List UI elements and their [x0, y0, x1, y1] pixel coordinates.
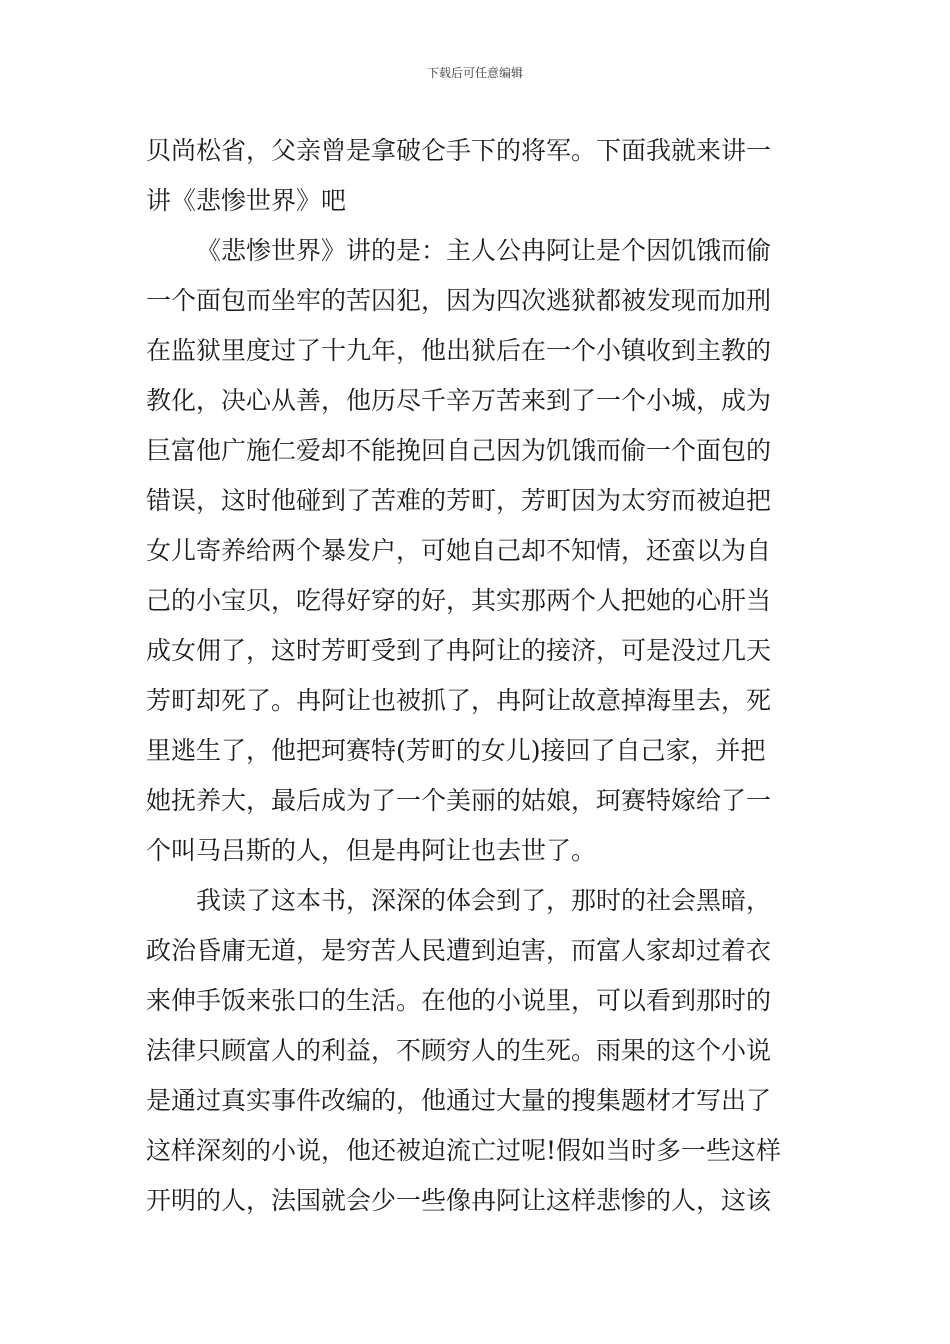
- text-line: 开明的人，法国就会少一些像冉阿让这样悲惨的人，这该: [146, 1186, 772, 1215]
- paragraph-first-line: 《悲惨世界》讲的是：主人公冉阿让是个因饥饿而偷: [196, 236, 772, 265]
- text-line: 己的小宝贝，吃得好穿的好，其实那两个人把她的心肝当: [146, 586, 772, 615]
- paragraph-first-line: 我读了这本书，深深的体会到了，那时的社会黑暗，: [196, 886, 772, 915]
- text-line: 巨富他广施仁爱却不能挽回自己因为饥饿而偷一个面包的: [146, 436, 772, 465]
- text-line: 贝尚松省，父亲曾是拿破仑手下的将军。下面我就来讲一: [146, 136, 772, 165]
- document-body: [146, 126, 806, 1226]
- page-header: 下载后可任意编辑: [426, 66, 523, 80]
- text-line: 里逃生了，他把珂赛特(芳町的女儿)接回了自己家，并把: [146, 736, 766, 765]
- text-line: 法律只顾富人的利益，不顾穷人的生死。雨果的这个小说: [146, 1036, 772, 1065]
- text-line: 讲《悲惨世界》吧: [146, 186, 347, 215]
- text-line: 来伸手饭来张口的生活。在他的小说里，可以看到那时的: [146, 986, 772, 1015]
- text-line: 女儿寄养给两个暴发户，可她自己却不知情，还蛮以为自: [146, 536, 772, 565]
- text-line: 是通过真实事件改编的，他通过大量的搜集题材才写出了: [146, 1086, 772, 1115]
- text-line: 她抚养大，最后成为了一个美丽的姑娘，珂赛特嫁给了一: [146, 786, 772, 815]
- text-line: 一个面包而坐牢的苦囚犯，因为四次逃狱都被发现而加刑: [146, 286, 772, 315]
- text-line: 这样深刻的小说，他还被迫流亡过呢!假如当时多一些这样: [146, 1136, 782, 1165]
- text-line: 个叫马吕斯的人，但是冉阿让也去世了。: [146, 836, 597, 865]
- text-line: 教化，决心从善，他历尽千辛万苦来到了一个小城，成为: [146, 386, 772, 415]
- text-line: 政治昏庸无道，是穷苦人民遭到迫害，而富人家却过着衣: [146, 936, 772, 965]
- text-line: 在监狱里度过了十九年，他出狱后在一个小镇收到主教的: [146, 336, 772, 365]
- text-line: 错误，这时他碰到了苦难的芳町，芳町因为太穷而被迫把: [146, 486, 772, 515]
- text-line: 芳町却死了。冉阿让也被抓了，冉阿让故意掉海里去，死: [146, 686, 772, 715]
- text-line: 成女佣了，这时芳町受到了冉阿让的接济，可是没过几天: [146, 636, 772, 665]
